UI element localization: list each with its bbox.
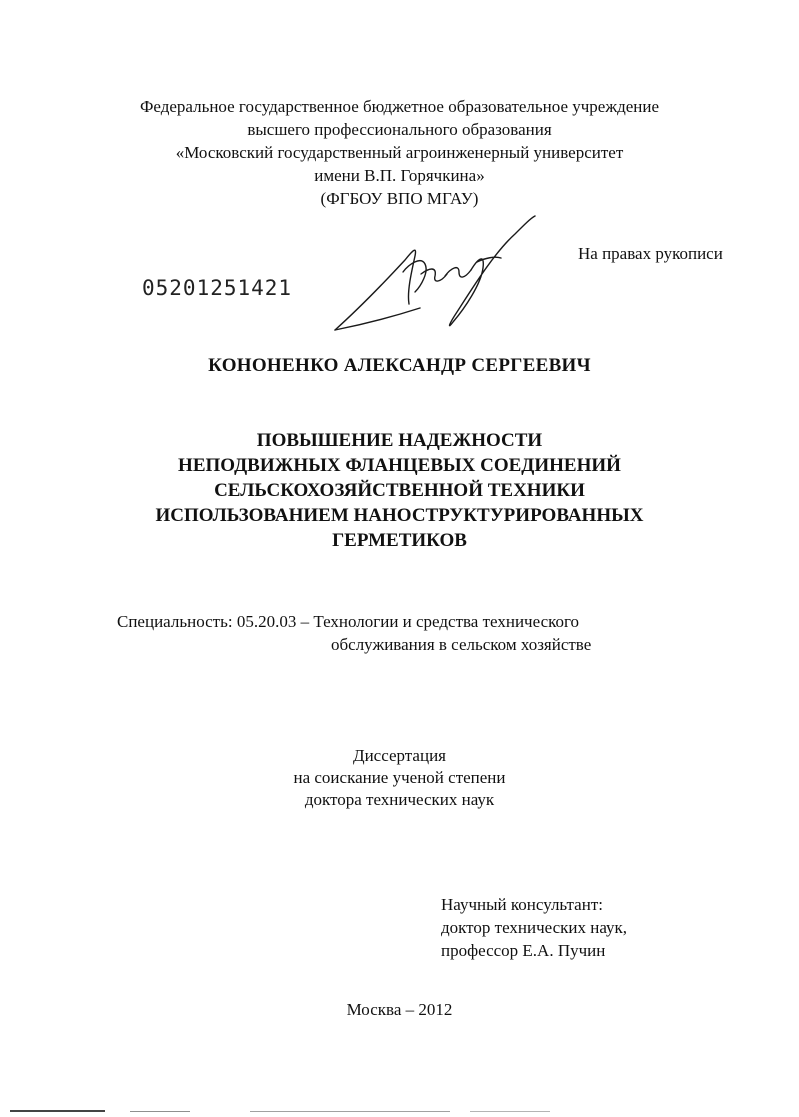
title-line: СЕЛЬСКОХОЗЯЙСТВЕННОЙ ТЕХНИКИ [214, 480, 585, 501]
advisor-line: доктор технических наук, [441, 918, 628, 937]
specialty-line-2: обслуживания в сельском хозяйстве [331, 635, 592, 654]
title-line: ПОВЫШЕНИЕ НАДЕЖНОСТИ [256, 430, 543, 451]
institution-block [0, 95, 799, 210]
city-year: Москва – 2012 [346, 1000, 453, 1019]
scan-artifact [130, 1111, 190, 1112]
degree-line: доктора технических наук [304, 790, 495, 809]
institution-line: высшего профессионального образования [247, 120, 552, 139]
dissertation-title [0, 428, 799, 553]
institution-line: имени В.П. Горячкина» [314, 166, 485, 185]
advisor-line: профессор Е.А. Пучин [441, 941, 606, 960]
scan-artifact [10, 1110, 105, 1112]
institution-line: «Московский государственный агроинженерный университет [175, 143, 624, 162]
scan-artifact [250, 1111, 450, 1112]
dissertation-degree-block [0, 745, 799, 811]
title-line: ИСПОЛЬЗОВАНИЕМ НАНОСТРУКТУРИРОВАННЫХ [155, 505, 644, 526]
registration-number: 05201251421 [142, 276, 293, 300]
advisor-block [441, 893, 627, 962]
advisor-line: Научный консультант: [441, 895, 603, 914]
title-line: НЕПОДВИЖНЫХ ФЛАНЦЕВЫХ СОЕДИНЕНИЙ [178, 455, 621, 476]
handwritten-signature [325, 212, 555, 342]
institution-line: (ФГБОУ ВПО МГАУ) [320, 189, 479, 208]
scan-artifact [470, 1111, 550, 1112]
degree-line: на соискание ученой степени [293, 768, 506, 787]
title-line: ГЕРМЕТИКОВ [332, 530, 467, 551]
degree-line: Диссертация [352, 746, 446, 765]
author-name: КОНОНЕНКО АЛЕКСАНДР СЕРГЕЕВИЧ [208, 355, 591, 376]
specialty-line-1: Специальность: 05.20.03 – Технологии и средства технического [117, 612, 580, 631]
institution-line: Федеральное государственное бюджетное образовательное учреждение [139, 97, 660, 116]
rights-note: На правах рукописи [578, 244, 723, 263]
